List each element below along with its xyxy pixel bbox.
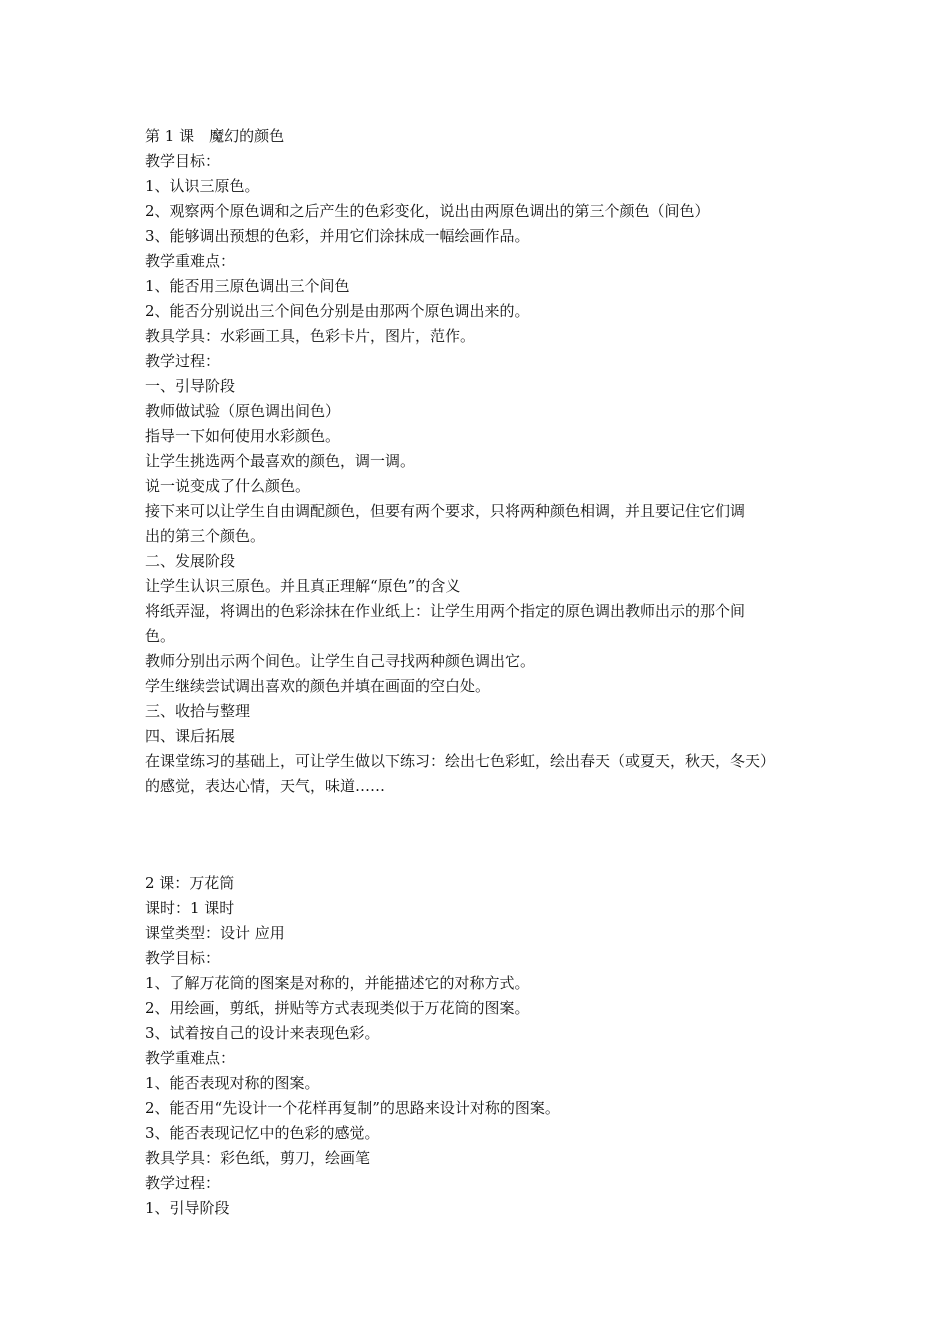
lesson-2-title: 2 课：万花筒 xyxy=(145,874,235,892)
goal-item: 1、认识三原色。 xyxy=(145,177,260,195)
goal-item: 1、了解万花筒的图案是对称的，并能描述它的对称方式。 xyxy=(145,974,530,992)
paragraph-line: 教师做试验（原色调出间色） xyxy=(145,402,341,420)
paragraph-line: 出的第三个颜色。 xyxy=(145,527,266,545)
paragraph-line: 色。 xyxy=(145,627,176,645)
paragraph-line: 让学生挑选两个最喜欢的颜色，调一调。 xyxy=(145,452,416,470)
teaching-goals-heading: 教学目标： xyxy=(145,949,221,967)
key-point-item: 3、能否表现记忆中的色彩的感觉。 xyxy=(145,1124,380,1142)
stage-heading: 三、收拾与整理 xyxy=(145,702,251,720)
key-point-item: 2、能否分别说出三个间色分别是由那两个原色调出来的。 xyxy=(145,302,530,320)
goal-item: 2、观察两个原色调和之后产生的色彩变化，说出由两原色调出的第三个颜色（间色） xyxy=(145,202,710,220)
goal-item: 3、试着按自己的设计来表现色彩。 xyxy=(145,1024,380,1042)
key-points-heading: 教学重难点： xyxy=(145,1049,236,1067)
key-point-item: 1、能否用三原色调出三个间色 xyxy=(145,277,350,295)
paragraph-line: 说一说变成了什么颜色。 xyxy=(145,477,311,495)
paragraph-line: 指导一下如何使用水彩颜色。 xyxy=(145,427,341,445)
stage-heading: 一、引导阶段 xyxy=(145,377,236,395)
class-type-line: 课堂类型：设计 应用 xyxy=(145,924,285,942)
paragraph-line: 在课堂练习的基础上，可让学生做以下练习：绘出七色彩虹，绘出春天（或夏天，秋天，冬天） xyxy=(145,752,776,770)
key-point-item: 2、能否用“先设计一个花样再复制”的思路来设计对称的图案。 xyxy=(145,1099,560,1117)
paragraph-line: 将纸弄湿，将调出的色彩涂抹在作业纸上：让学生用两个指定的原色调出教师出示的那个间 xyxy=(145,602,746,620)
stage-heading: 二、发展阶段 xyxy=(145,552,236,570)
key-point-item: 1、能否表现对称的图案。 xyxy=(145,1074,320,1092)
teaching-tools-line: 教具学具：彩色纸，剪刀，绘画笔 xyxy=(145,1149,371,1167)
lesson-1-title: 第 1 课 魔幻的颜色 xyxy=(145,127,285,145)
paragraph-line: 学生继续尝试调出喜欢的颜色并填在画面的空白处。 xyxy=(145,677,491,695)
paragraph-line: 的感觉，表达心情，天气，味道…… xyxy=(145,777,386,795)
paragraph-line: 让学生认识三原色。并且真正理解“原色”的含义 xyxy=(145,577,461,595)
paragraph-line: 教师分别出示两个间色。让学生自己寻找两种颜色调出它。 xyxy=(145,652,536,670)
goal-item: 2、用绘画，剪纸，拼贴等方式表现类似于万花筒的图案。 xyxy=(145,999,530,1017)
stage-heading: 1、引导阶段 xyxy=(145,1199,230,1217)
lesson-2-section xyxy=(145,871,815,1221)
goal-item: 3、能够调出预想的色彩，并用它们涂抹成一幅绘画作品。 xyxy=(145,227,530,245)
lesson-1-section xyxy=(145,124,815,799)
stage-heading: 四、课后拓展 xyxy=(145,727,236,745)
teaching-tools-line: 教具学具：水彩画工具，色彩卡片，图片，范作。 xyxy=(145,327,476,345)
class-hours-line: 课时：1 课时 xyxy=(145,899,235,917)
teaching-goals-heading: 教学目标： xyxy=(145,152,221,170)
key-points-heading: 教学重难点： xyxy=(145,252,236,270)
teaching-process-heading: 教学过程： xyxy=(145,1174,221,1192)
teaching-process-heading: 教学过程： xyxy=(145,352,221,370)
paragraph-line: 接下来可以让学生自由调配颜色，但要有两个要求，只将两种颜色相调，并且要记住它们调 xyxy=(145,502,746,520)
